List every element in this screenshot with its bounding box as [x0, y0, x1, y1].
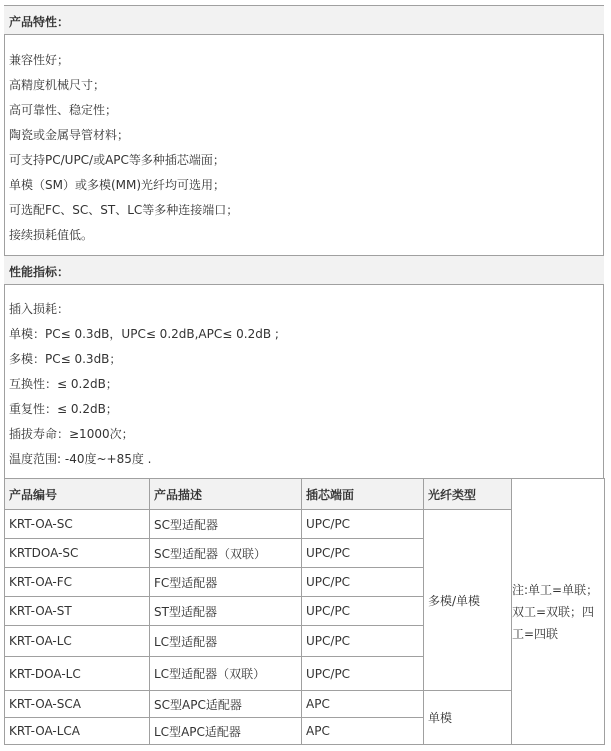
feature-line: 可选配FC、SC、ST、LC等多种连接端口；: [9, 203, 239, 217]
cell-code: KRTDOA-SC: [5, 539, 150, 568]
cell-desc: LC型适配器: [150, 626, 302, 657]
cell-end: UPC/PC: [302, 510, 424, 539]
performance-line: 互换性：≤ 0.2dB；: [9, 377, 118, 391]
cell-end: APC: [302, 691, 424, 718]
cell-code: KRT-OA-SC: [5, 510, 150, 539]
feature-line: 高可靠性、稳定性；: [9, 103, 118, 117]
cell-desc: SC型APC适配器: [150, 691, 302, 718]
performance-line: 插拔寿命：≥1000次；: [9, 427, 134, 441]
cell-code: KRT-DOA-LC: [5, 657, 150, 691]
cell-desc: FC型适配器: [150, 568, 302, 597]
cell-desc: SC型适配器（双联）: [150, 539, 302, 568]
cell-code: KRT-OA-LC: [5, 626, 150, 657]
performance-line: 多模：PC≤ 0.3dB；: [9, 352, 122, 366]
performance-line: 温度范围: -40度~+85度 .: [9, 452, 152, 466]
product-table: [4, 478, 605, 745]
cell-end: UPC/PC: [302, 597, 424, 626]
table-header-row: [5, 479, 605, 510]
feature-line: 高精度机械尺寸；: [9, 78, 106, 92]
header-code: 产品编号: [5, 479, 150, 510]
cell-end: APC: [302, 718, 424, 745]
performance-heading: 性能指标：: [9, 265, 70, 279]
cell-end: UPC/PC: [302, 657, 424, 691]
features-heading: 产品特性：: [9, 15, 70, 29]
cell-fiber-single: 单模: [424, 691, 512, 745]
header-desc: 产品描述: [150, 479, 302, 510]
feature-line: 接续损耗值低。: [9, 228, 94, 242]
cell-code: KRT-OA-LCA: [5, 718, 150, 745]
note-text: 注:单工=单联；双工=双联；四工=四联: [512, 582, 599, 641]
feature-line: 兼容性好；: [9, 53, 70, 67]
note-cell: [512, 479, 605, 745]
performance-heading-bar: [4, 255, 604, 285]
cell-code: KRT-OA-FC: [5, 568, 150, 597]
cell-end: UPC/PC: [302, 568, 424, 597]
cell-desc: ST型适配器: [150, 597, 302, 626]
feature-line: 陶瓷或金属导管材料；: [9, 128, 130, 142]
cell-end: UPC/PC: [302, 626, 424, 657]
cell-desc: LC型适配器（双联）: [150, 657, 302, 691]
performance-line: 单模：PC≤ 0.3dB，UPC≤ 0.2dB,APC≤ 0.2dB ;: [9, 327, 279, 341]
cell-fiber-multi: 多模/单模: [424, 510, 512, 691]
performance-line: 插入损耗：: [9, 302, 70, 316]
features-heading-bar: [4, 5, 604, 35]
cell-code: KRT-OA-SCA: [5, 691, 150, 718]
feature-line: 可支持PC/UPC/或APC等多种插芯端面；: [9, 153, 225, 167]
feature-line: 单模（SM）或多模(MM)光纤均可选用；: [9, 178, 226, 192]
cell-desc: LC型APC适配器: [150, 718, 302, 745]
cell-desc: SC型适配器: [150, 510, 302, 539]
performance-line: 重复性：≤ 0.2dB；: [9, 402, 118, 416]
header-fiber: 光纤类型: [424, 479, 512, 510]
cell-code: KRT-OA-ST: [5, 597, 150, 626]
cell-end: UPC/PC: [302, 539, 424, 568]
header-end: 插芯端面: [302, 479, 424, 510]
